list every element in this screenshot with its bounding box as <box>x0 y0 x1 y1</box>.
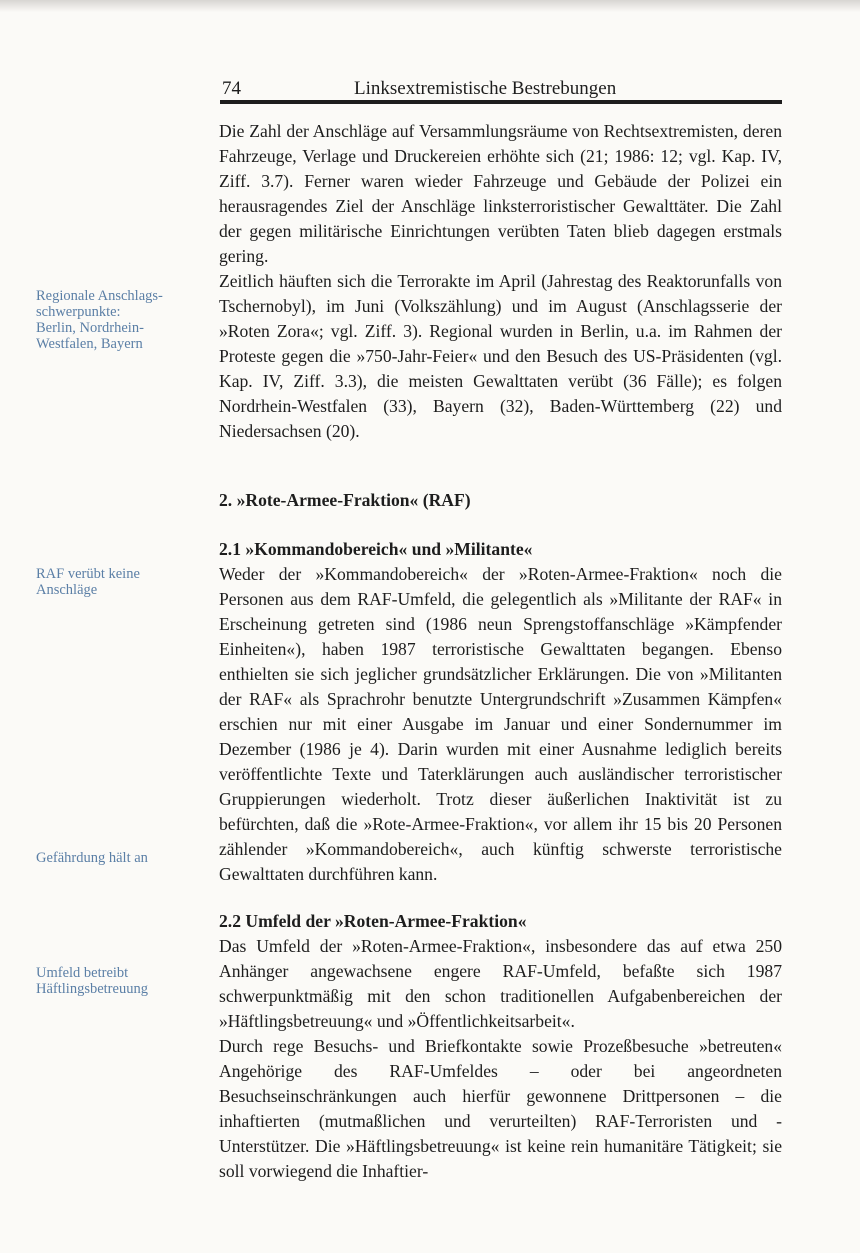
paragraph: Weder der »Kommandobereich« der »Roten-Armee-Fraktion« noch die Personen aus dem RAF-Umfeld, die gelegentlich als »Militante der RAF« in Erscheinung getreten sind (1986 neun Sprengstoffanschläge »Kämpfender Einheiten«), haben 1987 terroristische Gewalttaten begangen. Ebenso enthielten sie sich jeglicher grundsätzlicher Erklärungen. Die von »Militanten der RAF« als Sprachrohr benutzte Untergrundschrift »Zusammen Kämpfen« erschien nur mit einer Ausgabe im Januar und einer Sondernummer im Dezember (1986 je 4). Darin wurden mit einer Ausnahme lediglich bereits veröffentlichte Texte und Taterklärungen auch ausländischer terroristischer Gruppierungen wiederholt. Trotz dieser äußerlichen Inaktivität ist zu befürchten, daß die »Rote-Armee-Fraktion«, vor allem ihr 15 bis 20 Personen zählender »Kommandobereich«, auch künftig schwerste terroristische Gewalttaten durchführen kann. <box>219 564 782 884</box>
paragraph: Zeitlich häuften sich die Terrorakte im April (Jahrestag des Reaktorunfalls von Tschernobyl), im Juni (Volkszählung) und im August (Anschlagsserie der »Roten Zora«; vgl. Ziff. 3). Regional wurden in Berlin, u.a. im Rahmen der Proteste gegen die »750-Jahr-Feier« und den Besuch des US-Präsidenten (vgl. Kap. IV, Ziff. 3.3), die meisten Gewalttaten verübt (36 Fälle); es folgen Nordrhein-Westfalen (33), Bayern (32), Baden-Württemberg (22) und Niedersachsen (20). <box>219 271 782 441</box>
body-text <box>219 119 782 1184</box>
paragraph: Das Umfeld der »Roten-Armee-Fraktion«, insbesondere das auf etwa 250 Anhänger angewachsene engere RAF-Umfeld, befaßte sich 1987 schwerpunktmäßig mit den schon traditionellen Aufgabenbereichen der »Häftlingsbetreuung« und »Öffentlichkeitsarbeit«. <box>219 936 782 1031</box>
margin-note-gefaehrdung: Gefährdung hält an <box>36 850 148 866</box>
paragraph: Durch rege Besuchs- und Briefkontakte sowie Prozeßbesuche »betreuten« Angehörige des RAF-Umfeldes – oder bei angeordneten Besuchseinschränkungen auch hierfür gewonnene Drittpersonen – die inhaftierten (mutmaßlichen und verurteilten) RAF-Terroristen und -Unterstützer. Die »Häftlingsbetreuung« ist keine rein humanitäre Tätigkeit; sie soll vorwiegend die Inhaftier- <box>219 1036 782 1181</box>
margin-note-raf: RAF verübt keine Anschläge <box>36 566 140 598</box>
section-heading-2-2: 2.2 Umfeld der »Roten-Armee-Fraktion« <box>219 911 527 931</box>
running-header <box>222 78 782 102</box>
header-rule <box>220 100 782 104</box>
page-top-edge <box>0 0 860 12</box>
running-title: Linksextremistische Bestrebungen <box>354 78 617 99</box>
margin-note-umfeld: Umfeld betreibt Häftlingsbetreuung <box>36 965 148 997</box>
section-heading-2-1: 2.1 »Kommandobereich« und »Militante« <box>219 539 533 559</box>
paragraph: Die Zahl der Anschläge auf Versammlungsräume von Rechtsextremisten, deren Fahrzeuge, Verlage und Druckereien erhöhte sich (21; 1986: 12; vgl. Kap. IV, Ziff. 3.7). Ferner waren wieder Fahrzeuge und Gebäude der Polizei ein herausragendes Ziel der Anschläge linksterroristischer Gewalttäter. Die Zahl der gegen militärische Einrichtungen verübten Taten blieb dagegen erstmals gering. <box>219 121 782 266</box>
page-number: 74 <box>222 78 241 99</box>
section-heading-2: 2. »Rote-Armee-Fraktion« (RAF) <box>219 490 471 510</box>
margin-note-regional: Regionale Anschlags- schwerpunkte: Berlin, Nordrhein- Westfalen, Bayern <box>36 288 163 352</box>
